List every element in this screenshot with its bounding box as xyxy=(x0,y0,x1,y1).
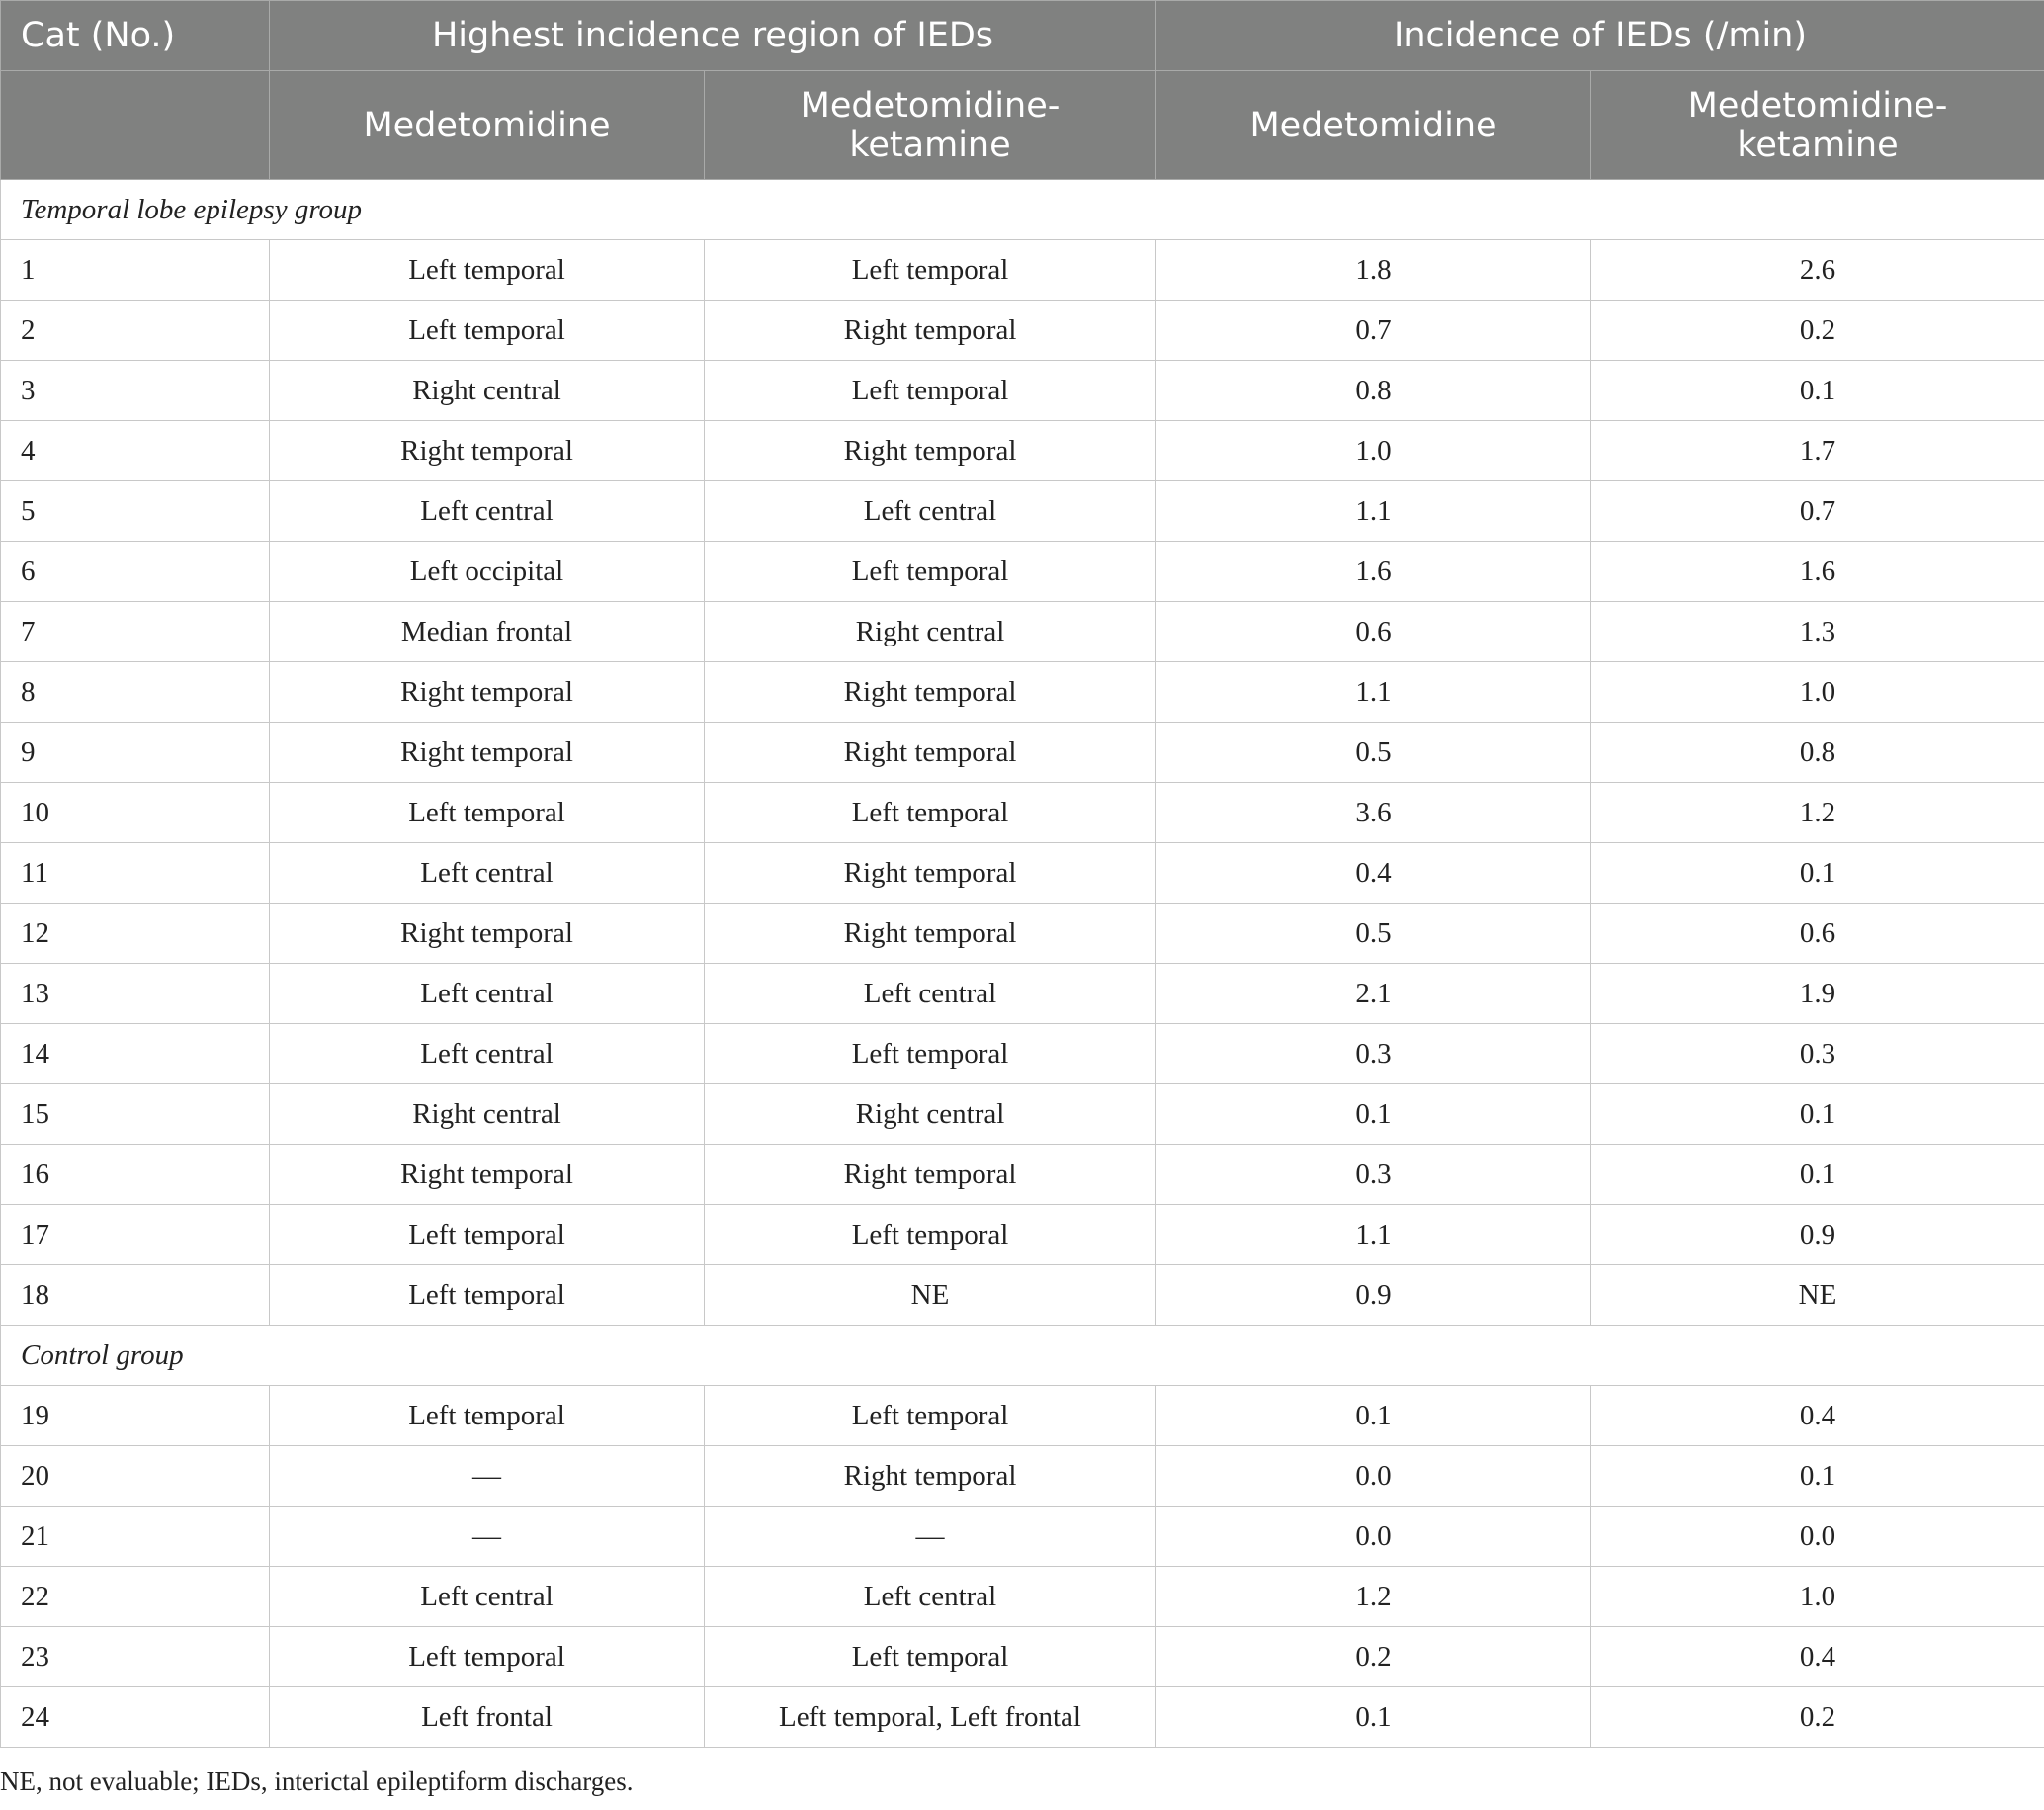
cell-region-medetomidine: — xyxy=(270,1507,705,1567)
cell-region-medetomidine-ketamine: Left temporal xyxy=(705,1627,1156,1687)
table-row xyxy=(1,301,2044,361)
cell-region-medetomidine: Left central xyxy=(270,1024,705,1084)
cell-region-medetomidine: Right temporal xyxy=(270,1145,705,1205)
group-title: Control group xyxy=(1,1326,2044,1386)
cell-incidence-medetomidine: 1.1 xyxy=(1156,662,1591,723)
cell-region-medetomidine-ketamine: Left temporal xyxy=(705,240,1156,301)
header-highest-incidence-region: Highest incidence region of IEDs xyxy=(270,1,1156,71)
cell-incidence-medetomidine-ketamine: 0.2 xyxy=(1591,301,2044,361)
cell-region-medetomidine: Left temporal xyxy=(270,1386,705,1446)
cell-incidence-medetomidine: 1.8 xyxy=(1156,240,1591,301)
table-row xyxy=(1,1446,2044,1507)
cell-incidence-medetomidine-ketamine: 0.1 xyxy=(1591,1145,2044,1205)
table-row xyxy=(1,1507,2044,1567)
table-row xyxy=(1,1084,2044,1145)
cell-region-medetomidine-ketamine: Right temporal xyxy=(705,904,1156,964)
table-row xyxy=(1,1567,2044,1627)
cell-cat-no: 17 xyxy=(1,1205,270,1265)
cell-cat-no: 7 xyxy=(1,602,270,662)
cell-region-medetomidine: Left temporal xyxy=(270,1627,705,1687)
cell-incidence-medetomidine: 0.6 xyxy=(1156,602,1591,662)
table-row xyxy=(1,361,2044,421)
cell-incidence-medetomidine: 1.6 xyxy=(1156,542,1591,602)
cell-incidence-medetomidine-ketamine: 0.7 xyxy=(1591,481,2044,542)
cell-incidence-medetomidine: 0.7 xyxy=(1156,301,1591,361)
cell-cat-no: 16 xyxy=(1,1145,270,1205)
cell-region-medetomidine-ketamine: NE xyxy=(705,1265,1156,1326)
cell-region-medetomidine-ketamine: Left temporal xyxy=(705,542,1156,602)
cell-incidence-medetomidine-ketamine: 0.3 xyxy=(1591,1024,2044,1084)
table-row xyxy=(1,1205,2044,1265)
cell-region-medetomidine: Left temporal xyxy=(270,301,705,361)
cell-region-medetomidine-ketamine: Right temporal xyxy=(705,662,1156,723)
cell-incidence-medetomidine-ketamine: 0.1 xyxy=(1591,843,2044,904)
table-row xyxy=(1,1687,2044,1748)
cell-region-medetomidine-ketamine: Left temporal xyxy=(705,783,1156,843)
cell-cat-no: 22 xyxy=(1,1567,270,1627)
cell-cat-no: 20 xyxy=(1,1446,270,1507)
group-header-row xyxy=(1,1326,2044,1386)
table-row xyxy=(1,1265,2044,1326)
table-row xyxy=(1,1627,2044,1687)
cell-incidence-medetomidine: 2.1 xyxy=(1156,964,1591,1024)
header-incidence-medetomidine-ketamine xyxy=(1591,71,2044,180)
table-row xyxy=(1,904,2044,964)
cell-region-medetomidine: Left temporal xyxy=(270,783,705,843)
cell-incidence-medetomidine-ketamine: 0.0 xyxy=(1591,1507,2044,1567)
header-row-2 xyxy=(1,71,2044,180)
cell-region-medetomidine: Right temporal xyxy=(270,662,705,723)
cell-region-medetomidine-ketamine: Left central xyxy=(705,964,1156,1024)
cell-region-medetomidine-ketamine: Right temporal xyxy=(705,301,1156,361)
cell-region-medetomidine: Left central xyxy=(270,964,705,1024)
cell-region-medetomidine-ketamine: Right temporal xyxy=(705,723,1156,783)
cell-incidence-medetomidine-ketamine: 1.3 xyxy=(1591,602,2044,662)
cell-cat-no: 12 xyxy=(1,904,270,964)
table-body xyxy=(1,180,2044,1748)
cell-cat-no: 11 xyxy=(1,843,270,904)
table-row xyxy=(1,723,2044,783)
cell-region-medetomidine: Right temporal xyxy=(270,904,705,964)
cell-region-medetomidine-ketamine: Left temporal xyxy=(705,1205,1156,1265)
cell-incidence-medetomidine-ketamine: 0.1 xyxy=(1591,1446,2044,1507)
cell-incidence-medetomidine: 0.3 xyxy=(1156,1145,1591,1205)
cell-region-medetomidine-ketamine: Left central xyxy=(705,481,1156,542)
cell-region-medetomidine: Left central xyxy=(270,481,705,542)
cell-region-medetomidine-ketamine: Right central xyxy=(705,1084,1156,1145)
header-line-1: Medetomidine- xyxy=(1687,85,1948,126)
cell-region-medetomidine: Right central xyxy=(270,1084,705,1145)
cell-cat-no: 4 xyxy=(1,421,270,481)
cell-region-medetomidine: — xyxy=(270,1446,705,1507)
cell-region-medetomidine: Left frontal xyxy=(270,1687,705,1748)
table-row xyxy=(1,240,2044,301)
table-row xyxy=(1,602,2044,662)
cell-cat-no: 9 xyxy=(1,723,270,783)
cell-region-medetomidine-ketamine: Left central xyxy=(705,1567,1156,1627)
cell-incidence-medetomidine: 1.1 xyxy=(1156,481,1591,542)
header-blank xyxy=(1,71,270,180)
cell-incidence-medetomidine-ketamine: NE xyxy=(1591,1265,2044,1326)
cell-cat-no: 14 xyxy=(1,1024,270,1084)
cell-region-medetomidine: Left temporal xyxy=(270,1265,705,1326)
cell-incidence-medetomidine-ketamine: 0.2 xyxy=(1591,1687,2044,1748)
cell-cat-no: 3 xyxy=(1,361,270,421)
cell-incidence-medetomidine: 0.9 xyxy=(1156,1265,1591,1326)
header-line-2: ketamine xyxy=(1737,125,1899,165)
table-row xyxy=(1,481,2044,542)
cell-region-medetomidine: Right temporal xyxy=(270,723,705,783)
cell-cat-no: 15 xyxy=(1,1084,270,1145)
header-region-medetomidine: Medetomidine xyxy=(270,71,705,180)
cell-region-medetomidine: Left temporal xyxy=(270,1205,705,1265)
cell-incidence-medetomidine: 0.4 xyxy=(1156,843,1591,904)
cell-cat-no: 2 xyxy=(1,301,270,361)
header-line-1: Medetomidine- xyxy=(800,85,1061,126)
table-header xyxy=(1,1,2044,180)
cell-region-medetomidine: Median frontal xyxy=(270,602,705,662)
table-row xyxy=(1,964,2044,1024)
cell-region-medetomidine: Right temporal xyxy=(270,421,705,481)
cell-region-medetomidine-ketamine: Right temporal xyxy=(705,1145,1156,1205)
group-title: Temporal lobe epilepsy group xyxy=(1,180,2044,240)
cell-incidence-medetomidine-ketamine: 0.4 xyxy=(1591,1627,2044,1687)
cell-incidence-medetomidine-ketamine: 0.1 xyxy=(1591,361,2044,421)
cell-incidence-medetomidine: 1.1 xyxy=(1156,1205,1591,1265)
cell-region-medetomidine-ketamine: Right temporal xyxy=(705,843,1156,904)
cell-region-medetomidine-ketamine: — xyxy=(705,1507,1156,1567)
cell-incidence-medetomidine-ketamine: 1.7 xyxy=(1591,421,2044,481)
cell-incidence-medetomidine-ketamine: 1.9 xyxy=(1591,964,2044,1024)
cell-region-medetomidine-ketamine: Left temporal xyxy=(705,1024,1156,1084)
cell-incidence-medetomidine: 1.0 xyxy=(1156,421,1591,481)
header-cat-no: Cat (No.) xyxy=(1,1,270,71)
cell-incidence-medetomidine: 0.0 xyxy=(1156,1507,1591,1567)
cell-incidence-medetomidine: 0.3 xyxy=(1156,1024,1591,1084)
cell-incidence-medetomidine: 0.1 xyxy=(1156,1084,1591,1145)
cell-incidence-medetomidine: 0.5 xyxy=(1156,904,1591,964)
cell-incidence-medetomidine: 0.1 xyxy=(1156,1687,1591,1748)
cell-cat-no: 24 xyxy=(1,1687,270,1748)
cell-region-medetomidine: Left central xyxy=(270,843,705,904)
cell-region-medetomidine-ketamine: Right temporal xyxy=(705,1446,1156,1507)
cell-cat-no: 6 xyxy=(1,542,270,602)
cell-incidence-medetomidine: 0.2 xyxy=(1156,1627,1591,1687)
header-line-2: ketamine xyxy=(849,125,1011,165)
header-incidence-medetomidine: Medetomidine xyxy=(1156,71,1591,180)
cell-region-medetomidine-ketamine: Right central xyxy=(705,602,1156,662)
table-footnote: NE, not evaluable; IEDs, interictal epileptiform discharges. xyxy=(0,1767,634,1796)
cell-incidence-medetomidine-ketamine: 1.0 xyxy=(1591,662,2044,723)
table-row xyxy=(1,1145,2044,1205)
cell-cat-no: 23 xyxy=(1,1627,270,1687)
cell-region-medetomidine: Left temporal xyxy=(270,240,705,301)
cell-cat-no: 1 xyxy=(1,240,270,301)
cell-region-medetomidine: Left occipital xyxy=(270,542,705,602)
cell-region-medetomidine: Left central xyxy=(270,1567,705,1627)
table-row xyxy=(1,542,2044,602)
cell-cat-no: 13 xyxy=(1,964,270,1024)
cell-incidence-medetomidine-ketamine: 2.6 xyxy=(1591,240,2044,301)
cell-region-medetomidine-ketamine: Left temporal, Left frontal xyxy=(705,1687,1156,1748)
cell-cat-no: 5 xyxy=(1,481,270,542)
header-region-medetomidine-ketamine xyxy=(705,71,1156,180)
cell-incidence-medetomidine-ketamine: 0.4 xyxy=(1591,1386,2044,1446)
header-incidence-of-ieds: Incidence of IEDs (/min) xyxy=(1156,1,2044,71)
cell-incidence-medetomidine-ketamine: 1.6 xyxy=(1591,542,2044,602)
cell-cat-no: 19 xyxy=(1,1386,270,1446)
table-row xyxy=(1,1386,2044,1446)
cell-region-medetomidine: Right central xyxy=(270,361,705,421)
table-row xyxy=(1,421,2044,481)
cell-cat-no: 18 xyxy=(1,1265,270,1326)
cell-incidence-medetomidine-ketamine: 1.0 xyxy=(1591,1567,2044,1627)
cell-incidence-medetomidine: 0.0 xyxy=(1156,1446,1591,1507)
cell-cat-no: 10 xyxy=(1,783,270,843)
table-row xyxy=(1,843,2044,904)
cell-cat-no: 8 xyxy=(1,662,270,723)
cell-region-medetomidine-ketamine: Left temporal xyxy=(705,1386,1156,1446)
cell-region-medetomidine-ketamine: Right temporal xyxy=(705,421,1156,481)
cell-incidence-medetomidine: 1.2 xyxy=(1156,1567,1591,1627)
cell-incidence-medetomidine: 0.1 xyxy=(1156,1386,1591,1446)
header-row-1 xyxy=(1,1,2044,71)
cell-incidence-medetomidine-ketamine: 0.9 xyxy=(1591,1205,2044,1265)
group-header-row xyxy=(1,180,2044,240)
table-row xyxy=(1,783,2044,843)
cell-incidence-medetomidine-ketamine: 0.1 xyxy=(1591,1084,2044,1145)
cell-incidence-medetomidine: 3.6 xyxy=(1156,783,1591,843)
cell-incidence-medetomidine-ketamine: 0.8 xyxy=(1591,723,2044,783)
cell-region-medetomidine-ketamine: Left temporal xyxy=(705,361,1156,421)
cell-cat-no: 21 xyxy=(1,1507,270,1567)
cell-incidence-medetomidine-ketamine: 1.2 xyxy=(1591,783,2044,843)
table-row xyxy=(1,662,2044,723)
cell-incidence-medetomidine: 0.8 xyxy=(1156,361,1591,421)
cell-incidence-medetomidine: 0.5 xyxy=(1156,723,1591,783)
cell-incidence-medetomidine-ketamine: 0.6 xyxy=(1591,904,2044,964)
table-row xyxy=(1,1024,2044,1084)
